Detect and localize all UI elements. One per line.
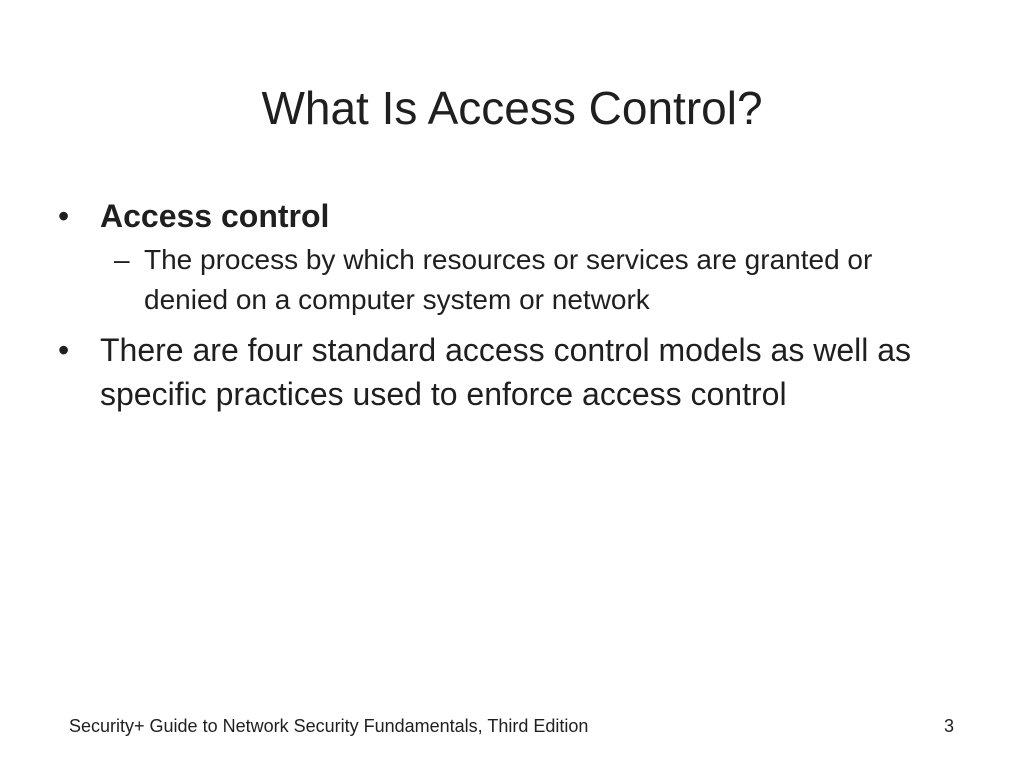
bullet-marker: • bbox=[58, 332, 70, 368]
page-number: 3 bbox=[943, 716, 954, 736]
subbullet-text: The process by which resources or services are granted or denied on a computer system or network bbox=[144, 244, 873, 315]
slide-body bbox=[58, 194, 958, 416]
bullet-item bbox=[58, 328, 958, 416]
subbullet-item bbox=[114, 240, 958, 320]
bullet-item bbox=[58, 194, 958, 238]
bullet-text: Access control bbox=[100, 198, 330, 234]
slide-title: What Is Access Control? bbox=[261, 82, 763, 134]
footer-text: Security+ Guide to Network Security Fundamentals, Third Edition bbox=[69, 716, 589, 736]
bullet-marker: • bbox=[58, 198, 70, 234]
subbullet-marker: – bbox=[114, 244, 130, 275]
bullet-text: There are four standard access control models as well as specific practices used to enforce access control bbox=[100, 332, 912, 412]
